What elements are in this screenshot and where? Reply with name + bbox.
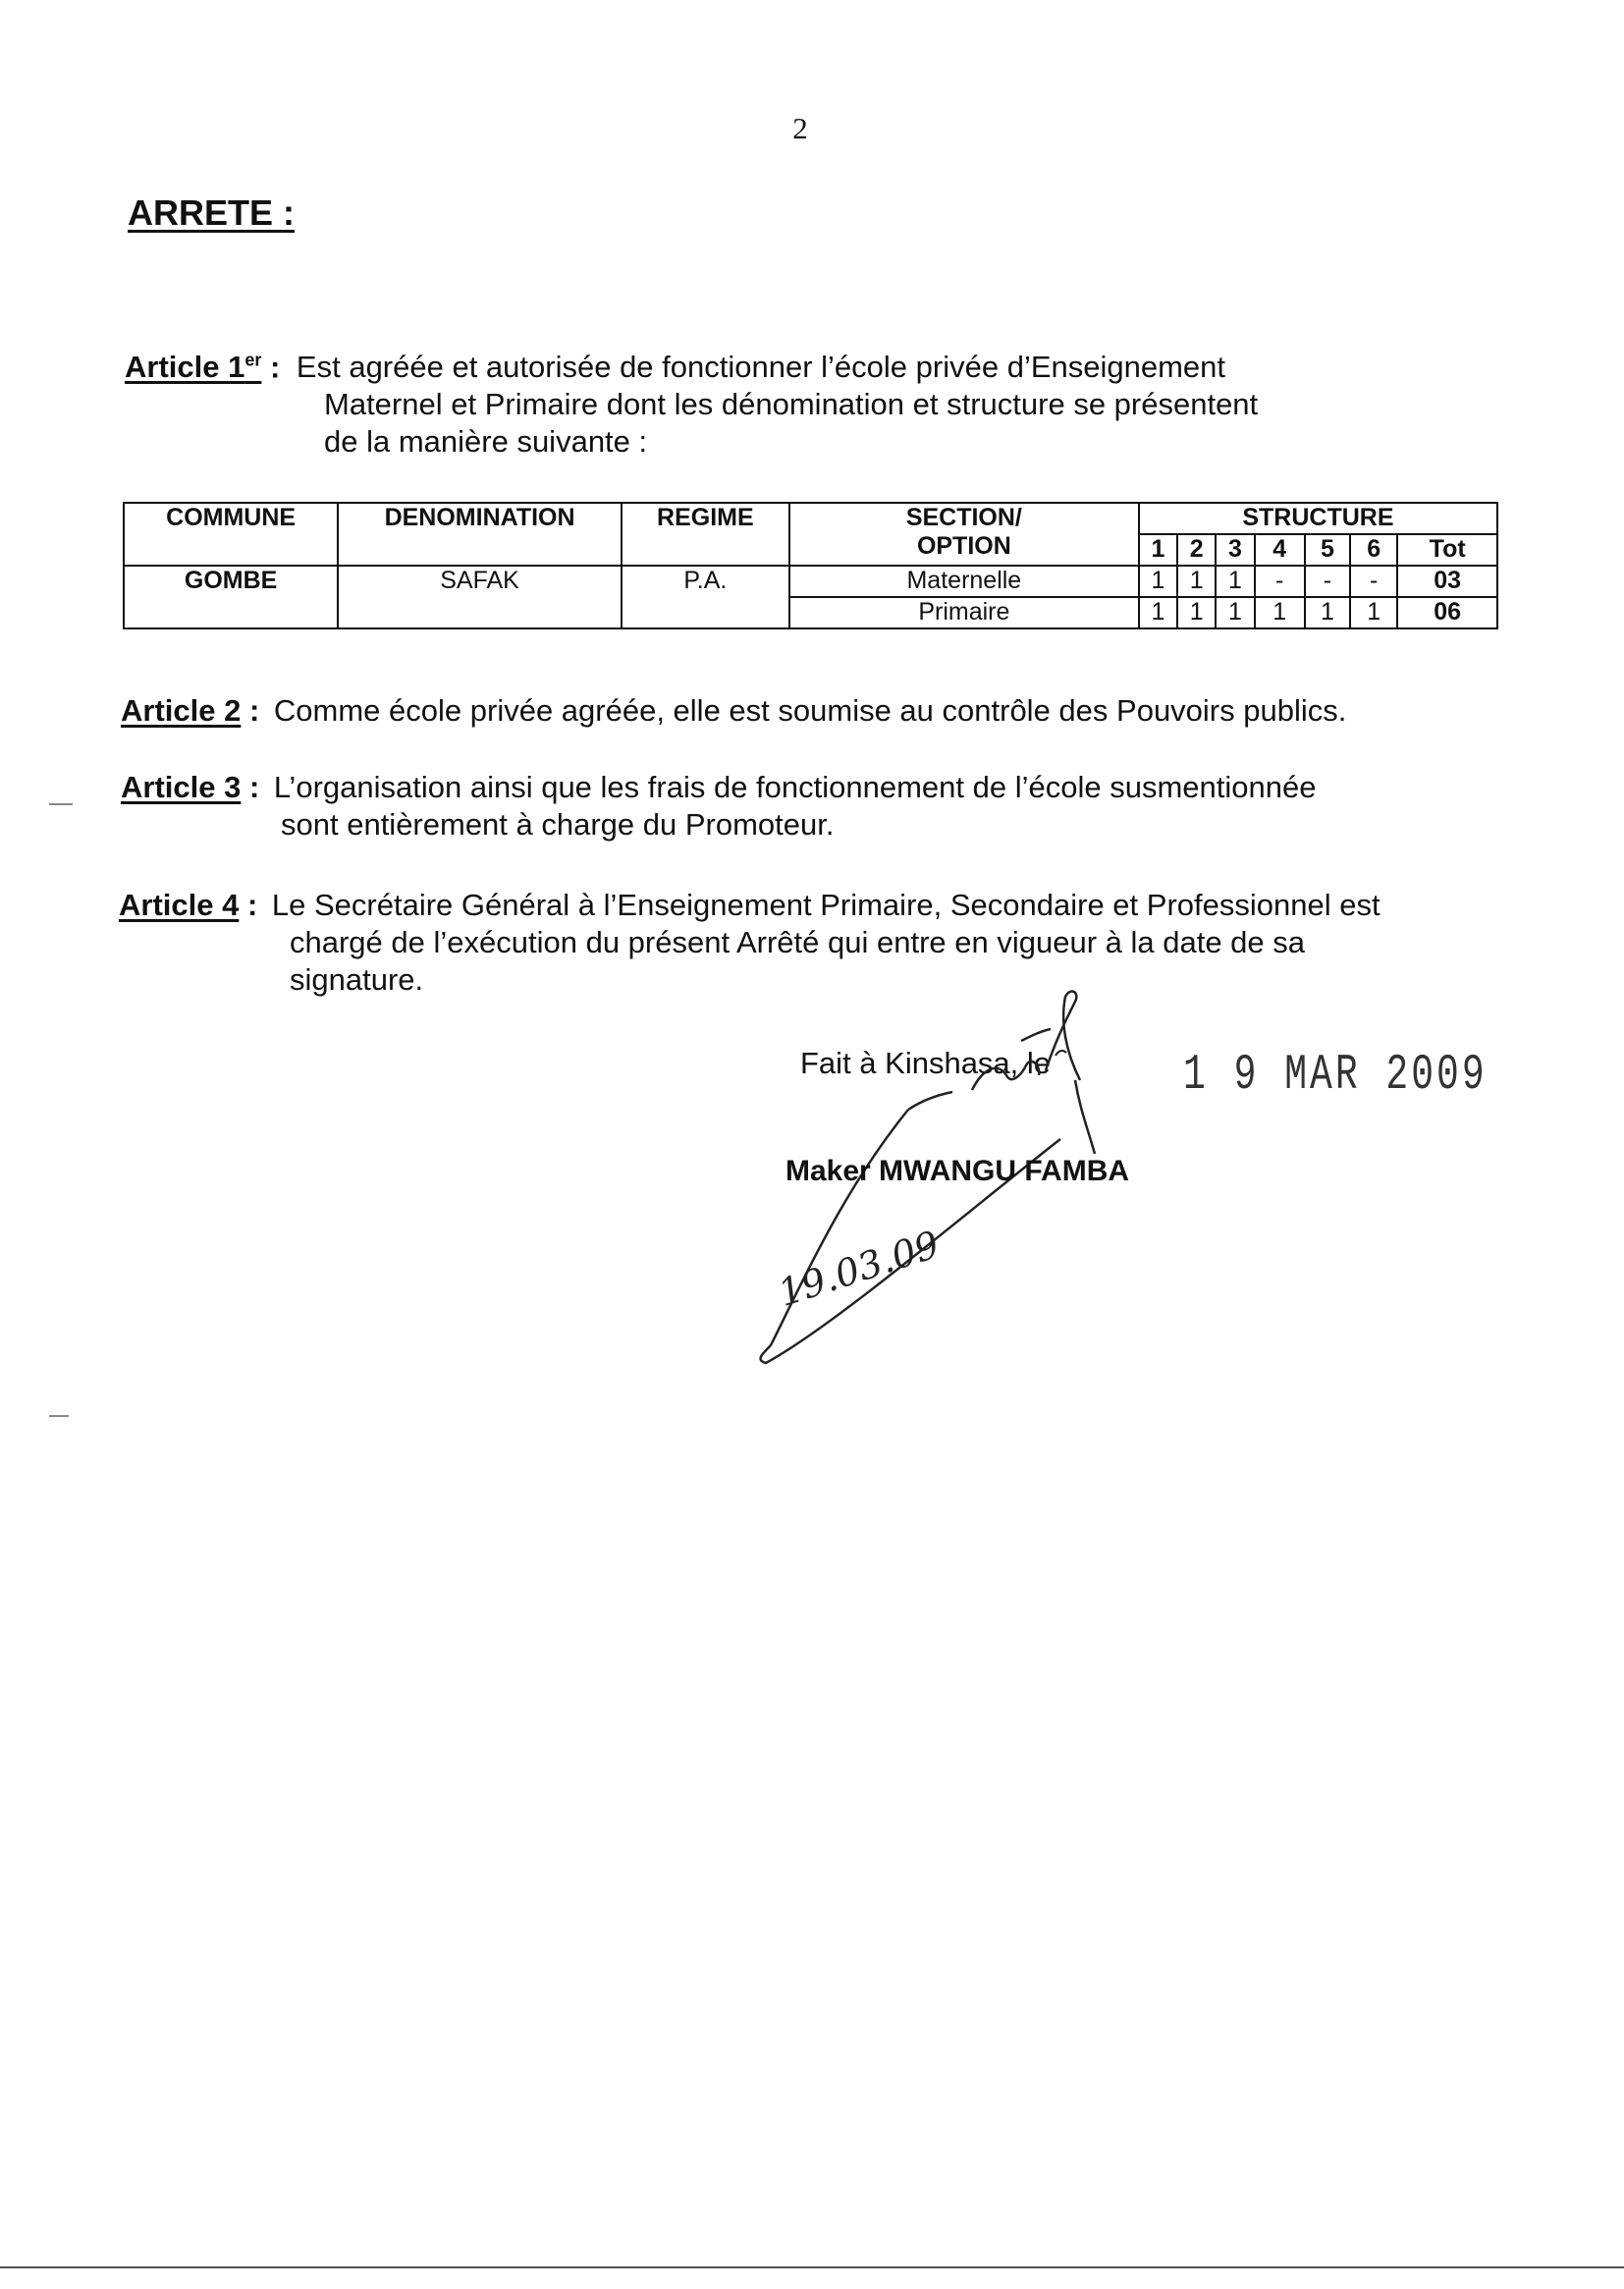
header-commune: COMMUNE — [124, 503, 338, 566]
cell-value: 1 — [1177, 597, 1216, 628]
article-4-line-3: signature. — [290, 962, 424, 997]
cell-value: 1 — [1177, 566, 1216, 597]
cell-value: 1 — [1139, 597, 1177, 628]
cell-denomination: SAFAK — [338, 566, 622, 628]
article-2-label: Article 2 — [121, 693, 242, 728]
cell-value: 1 — [1216, 597, 1254, 628]
header-col-3: 3 — [1216, 534, 1254, 566]
header-structure: STRUCTURE — [1139, 503, 1497, 534]
header-denomination: DENOMINATION — [338, 503, 622, 566]
page-number: 2 — [792, 111, 808, 145]
article-4-label: Article 4 — [119, 888, 240, 922]
header-col-4: 4 — [1255, 534, 1305, 566]
header-regime: REGIME — [622, 503, 789, 566]
article-4-colon: : — [239, 888, 258, 922]
cell-value: 1 — [1255, 597, 1305, 628]
table-header-row — [124, 503, 1497, 534]
header-col-2: 2 — [1177, 534, 1216, 566]
article-3-line-2: sont entièrement à charge du Promoteur. — [281, 807, 835, 842]
article-3-colon: : — [241, 770, 260, 804]
signatory-name: Maker MWANGU FAMBA — [785, 1155, 1130, 1187]
cell-section: Primaire — [789, 597, 1139, 628]
header-section-option: SECTION/ OPTION — [789, 503, 1139, 566]
article-1-colon: : — [261, 350, 281, 385]
school-structure-table — [123, 502, 1498, 629]
table-row — [124, 566, 1497, 597]
cell-regime: P.A. — [622, 566, 789, 628]
cell-total: 03 — [1397, 566, 1497, 597]
cell-value: - — [1305, 566, 1350, 597]
date-stamp: 1 9 MAR 2009 — [1183, 1047, 1488, 1105]
decree-heading: ARRETE : — [128, 192, 295, 233]
article-1 — [125, 342, 1401, 461]
cell-value: 1 — [1350, 597, 1397, 628]
cell-commune: GOMBE — [124, 566, 338, 628]
header-col-6: 6 — [1350, 534, 1397, 566]
cell-total: 06 — [1397, 597, 1497, 628]
article-3-label: Article 3 — [121, 770, 242, 804]
scan-mark — [49, 803, 73, 805]
cell-value: - — [1255, 566, 1305, 597]
article-1-line-3: de la manière suivante : — [324, 424, 648, 460]
cell-section: Maternelle — [789, 566, 1139, 597]
article-4-line-2: chargé de l’exécution du présent Arrêté qui entre en vigueur à la date de sa — [290, 925, 1306, 959]
article-3-line-1: L’organisation ainsi que les frais de fonctionnement de l’école susmentionnée — [273, 770, 1317, 804]
cell-value: 1 — [1216, 566, 1254, 597]
header-col-1: 1 — [1139, 534, 1177, 566]
signature-place: Fait à Kinshasa, le — [800, 1046, 1052, 1080]
article-1-line-2: Maternel et Primaire dont les dénomination et structure se présentent — [324, 387, 1259, 422]
cell-value: - — [1350, 566, 1397, 597]
header-col-tot: Tot — [1397, 534, 1497, 566]
handwritten-signature — [727, 982, 1237, 1394]
article-2-colon: : — [241, 693, 260, 728]
article-4-line-1: Le Secrétaire Général à l’Enseignement Primaire, Secondaire et Professionnel est — [271, 888, 1380, 922]
cell-value: 1 — [1139, 566, 1177, 597]
article-2-line-1: Comme école privée agréée, elle est soumise au contrôle des Pouvoirs publics. — [273, 693, 1347, 728]
header-col-5: 5 — [1305, 534, 1350, 566]
article-2 — [121, 692, 1515, 730]
cell-value: 1 — [1305, 597, 1350, 628]
article-1-label: Article 1er — [125, 350, 262, 385]
scan-mark — [49, 1415, 69, 1417]
handwritten-date: 19.03.09 — [773, 1222, 945, 1316]
article-1-line-1: Est agréée et autorisée de fonctionner l’école privée d’Enseignement — [296, 350, 1226, 385]
bottom-edge-line — [0, 2266, 1624, 2268]
article-3 — [121, 769, 1515, 844]
